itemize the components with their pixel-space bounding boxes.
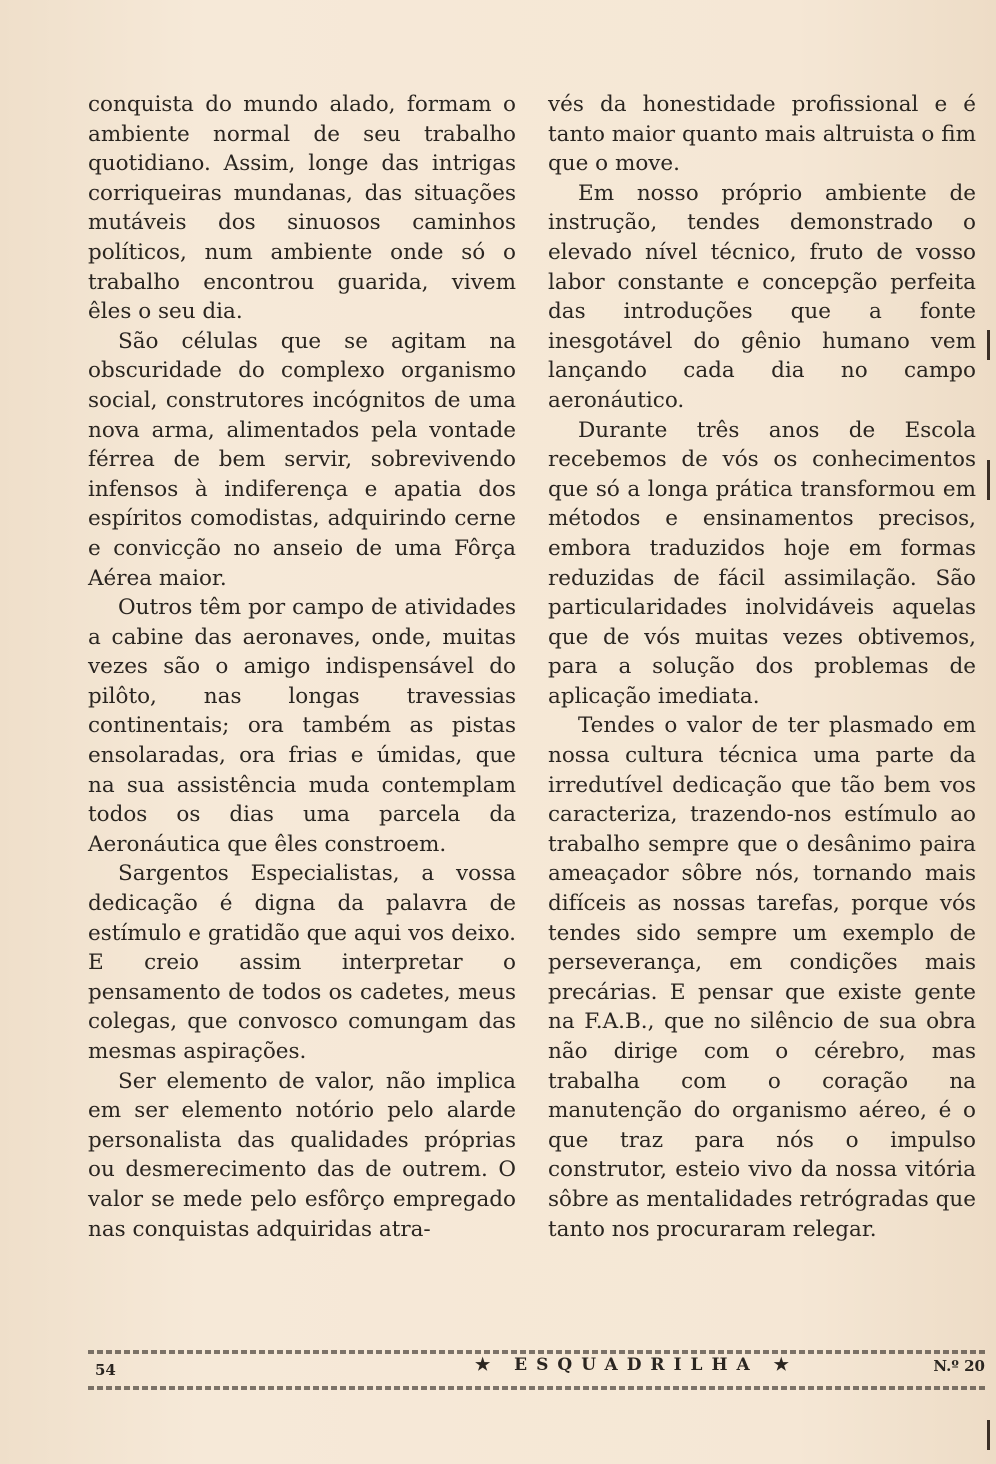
paragraph: conquista do mundo alado, formam o ambiente normal de seu trabalho quotidiano. Assim, longe das intrigas corriqueiras mundanas, das situações mutáveis dos sinuosos caminhos políticos, num ambiente onde só o trabalho encontrou guarida, vivem êles o seu dia. — [88, 92, 516, 325]
right-text-column — [548, 90, 976, 1244]
paragraph: Durante três anos de Escola recebemos de vós os conhecimentos que só a longa prática transformou em métodos e ensinamentos precisos, embora traduzidos hoje em formas reduzidas de fácil assimilação. São particularidades inolvidáveis aquelas que de vós muitas vezes obtivemos, para a solução dos problemas de aplicação imediata. — [548, 417, 976, 709]
paragraph: Sargentos Especialistas, a vossa dedicação é digna da palavra de estímulo e gratidão que aqui vos deixo. E creio assim interpretar o pensamento de todos os cadetes, meus colegas, que convosco comungam das mesmas aspirações. — [88, 861, 516, 1064]
scan-edge-mark — [987, 330, 990, 360]
scan-edge-mark — [987, 460, 990, 500]
paragraph: São células que se agitam na obscuridade do complexo organismo social, construtores incógnitos de uma nova arma, alimentados pela vontade férrea de bem servir, sobrevivendo infensos à indiferença e apatia dos espíritos comodistas, adquirindo cerne e convicção no anseio de uma Fôrça Aérea maior. — [88, 328, 516, 591]
issue-number: N.º 20 — [933, 1357, 985, 1375]
footer-top-rule — [88, 1350, 988, 1354]
page-footer — [95, 1355, 985, 1383]
paragraph: Ser elemento de valor, não implica em ser elemento notório pelo alarde personalista das qualidades próprias ou desmerecimento das de outrem. O valor se mede pelo esfôrço empregado nas conquistas adquiridas atra- — [88, 1068, 516, 1242]
paragraph: Tendes o valor de ter plasmado em nossa cultura técnica uma parte da irredutível dedicação que tão bem vos caracteriza, trazendo-nos estímulo ao trabalho sempre que o desânimo paira ameaçador sôbre nós, tornando mais difíceis as nossas tarefas, porque vós tendes sido sempre um exemplo de perseverança, em condições mais precárias. E pensar que existe gente na F.A.B., que no silêncio de sua obra não dirige com o cérebro, mas trabalha com o coração na manutenção do organismo aéreo, é o que traz para nós o impulso construtor, esteio vivo da nossa vitória sôbre as mentalidades retrógradas que tanto nos procuraram relegar. — [548, 713, 976, 1242]
paragraph: vés da honestidade profissional e é tanto maior quanto mais altruista o fim que o move. — [548, 92, 976, 177]
magazine-title: ★ ESQUADRILHA ★ — [475, 1355, 798, 1375]
page-number: 54 — [95, 1361, 116, 1379]
scan-edge-mark — [987, 1420, 990, 1450]
left-text-column — [88, 90, 516, 1244]
footer-bottom-rule — [88, 1386, 988, 1390]
paragraph: Em nosso próprio ambiente de instrução, tendes demonstrado o elevado nível técnico, fruto de vosso labor constante e concepção perfeita das introduções que a fonte inesgotável do gênio humano vem lançando cada dia no campo aeronáutico. — [548, 180, 976, 413]
paragraph: Outros têm por campo de atividades a cabine das aeronaves, onde, muitas vezes são o amigo indispensável do pilôto, nas longas travessias continentais; ora também as pistas ensolaradas, ora frias e úmidas, que na sua assistência muda contemplam todos os dias uma parcela da Aeronáutica que êles constroem. — [88, 595, 516, 857]
